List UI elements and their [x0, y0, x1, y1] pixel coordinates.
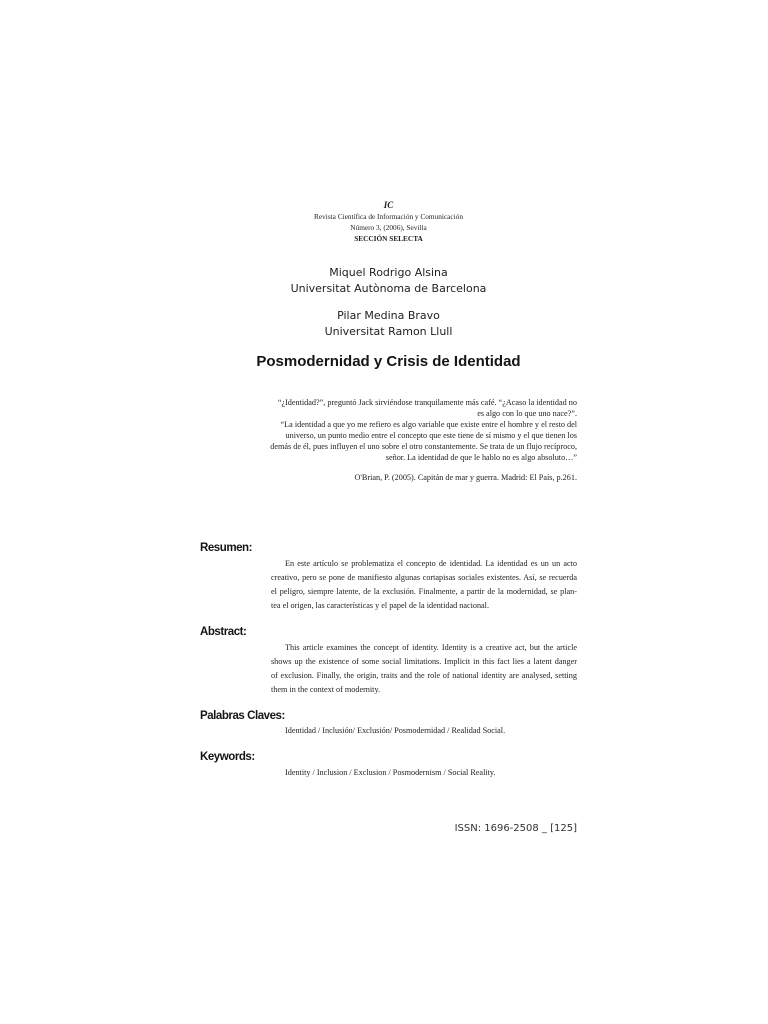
epigraph-line: es algo con lo que uno nace?”. — [477, 409, 577, 418]
resumen-line: creativo, pero se pone de manifiesto algunas cortapisas sociales existentes. Así, se recuerda — [271, 573, 577, 582]
author-affiliation: Universitat Ramon Llull — [324, 325, 453, 338]
author-name: Pilar Medina Bravo — [337, 309, 440, 322]
epigraph-line: universo, un punto medio entre el concepto que este tiene de sí mismo y el que tienen los — [285, 431, 577, 440]
journal-logo: IC — [383, 200, 394, 210]
article-title: Posmodernidad y Crisis de Identidad — [256, 353, 521, 370]
journal-name: Revista Científica de Información y Comunicación — [314, 212, 463, 221]
journal-section: SECCIÓN SELECTA — [354, 234, 423, 243]
author-block — [200, 308, 577, 340]
journal-issue: Número 3, (2006), Sevilla — [350, 223, 427, 232]
epigraph-line: señor. La identidad de que le hablo no es algo absoluto…” — [385, 453, 577, 462]
abstract-line: shows up the existence of some social limitations. Implicit in this fact lies a latent danger — [271, 657, 577, 666]
author-affiliation: Universitat Autònoma de Barcelona — [290, 282, 487, 295]
epigraph-line: demás de él, pues influyen el uno sobre el otro constantemente. Se trata de un flujo recíproco, — [270, 442, 577, 451]
epigraph-line: “La identidad a que yo me refiero es algo variable que existe entre el hombre y el resto del — [280, 420, 577, 429]
keywords-text: Identity / Inclusion / Exclusion / Posmodernism / Social Reality. — [285, 768, 496, 777]
abstract-line: of exclusion. Finally, the origin, traits and the role of national identity are analysed, setting — [271, 671, 577, 680]
abstract-line: them in the context of modernity. — [271, 685, 381, 694]
resumen-heading: Resumen: — [200, 542, 252, 554]
epigraph-citation: O'Brian, P. (2005). Capitán de mar y guerra. Madrid: El País, p.261. — [354, 473, 577, 482]
abstract-line: This article examines the concept of identity. Identity is a creative act, but the article — [285, 643, 577, 652]
resumen-line: tea el origen, las características y el papel de la identidad nacional. — [271, 601, 490, 610]
epigraph — [200, 397, 577, 463]
abstract-heading: Abstract: — [200, 626, 247, 638]
resumen-line: En este artículo se problematiza el concepto de identidad. La identidad es un un acto — [285, 559, 577, 568]
resumen-line: el peligro, siempre latente, de la exclusión. Finalmente, a partir de la modernidad, se plan- — [271, 587, 577, 596]
resumen-section — [271, 557, 577, 613]
abstract-section — [271, 641, 577, 697]
palabras-claves-heading: Palabras Claves: — [200, 710, 285, 722]
keywords-heading: Keywords: — [200, 751, 255, 763]
author-name: Miquel Rodrigo Alsina — [329, 266, 448, 279]
footer-issn: ISSN: 1696-2508 _ [125] — [454, 823, 577, 834]
journal-header — [200, 200, 577, 244]
author-block — [200, 265, 577, 297]
epigraph-line: “¿Identidad?”, preguntó Jack sirviéndose tranquilamente más café. “¿Acaso la identidad no — [277, 398, 577, 407]
palabras-claves-text: Identidad / Inclusión/ Exclusión/ Posmodernidad / Realidad Social. — [285, 726, 506, 735]
